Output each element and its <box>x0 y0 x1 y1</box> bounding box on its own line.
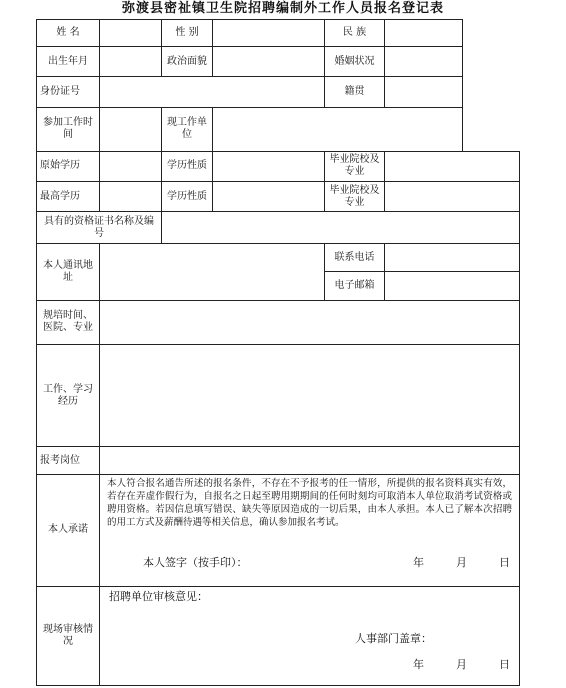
label-ethnicity: 民 族 <box>325 20 385 47</box>
review-month: 月 <box>456 658 467 672</box>
label-certificates: 具有的资格证书名称及编号 <box>37 212 162 244</box>
field-certificates[interactable] <box>162 212 520 244</box>
review-cell <box>100 587 520 686</box>
pledge-signature-line <box>103 557 516 569</box>
review-day: 日 <box>499 658 510 672</box>
field-practice[interactable] <box>100 300 520 344</box>
registration-form-table <box>36 19 520 686</box>
label-name: 姓 名 <box>37 20 100 47</box>
label-edu-nature-1: 学历性质 <box>162 151 213 181</box>
field-work-start[interactable] <box>100 107 162 151</box>
field-school-major-1[interactable] <box>385 151 520 181</box>
field-id-number[interactable] <box>100 77 325 107</box>
field-original-edu[interactable] <box>100 151 162 181</box>
field-phone[interactable] <box>385 244 520 272</box>
label-current-unit: 现工作单位 <box>162 107 213 151</box>
pledge-date <box>413 557 510 569</box>
pledge-day: 日 <box>499 555 510 569</box>
label-highest-edu: 最高学历 <box>37 181 100 211</box>
field-address[interactable] <box>100 244 325 300</box>
field-ethnicity[interactable] <box>385 20 463 47</box>
label-edu-nature-2: 学历性质 <box>162 181 213 211</box>
review-opinion: 招聘单位审核意见： <box>109 590 208 604</box>
label-id-number: 身份证号 <box>37 77 100 107</box>
field-current-unit[interactable] <box>213 107 463 151</box>
pledge-signature-label: 本人签字（按手印）： <box>143 555 248 569</box>
pledge-year: 年 <box>413 555 424 569</box>
field-edu-nature-2[interactable] <box>213 181 325 211</box>
field-marital[interactable] <box>385 47 463 77</box>
photo-area <box>463 20 520 152</box>
field-highest-edu[interactable] <box>100 181 162 211</box>
field-position[interactable] <box>100 447 520 474</box>
pledge-month: 月 <box>456 555 467 569</box>
label-address: 本人通讯地址 <box>37 244 100 300</box>
label-school-major-1: 毕业院校及专业 <box>325 151 385 181</box>
field-experience[interactable] <box>100 344 520 447</box>
label-marital: 婚姻状况 <box>325 47 385 77</box>
form-title: 弥渡县密祉镇卫生院招聘编制外工作人员报名登记表 <box>121 1 444 16</box>
review-hr-stamp: 人事部门盖章： <box>355 632 432 646</box>
label-original-edu: 原始学历 <box>37 151 100 181</box>
label-work-start: 参加工作时间 <box>37 107 100 151</box>
label-email: 电子邮箱 <box>325 272 385 300</box>
field-gender[interactable] <box>213 20 325 47</box>
field-native-place[interactable] <box>385 77 463 107</box>
label-phone: 联系电话 <box>325 244 385 272</box>
field-political[interactable] <box>213 47 325 77</box>
label-gender: 性 别 <box>162 20 213 47</box>
review-date <box>103 659 516 671</box>
label-political: 政治面貌 <box>162 47 213 77</box>
label-practice: 规培时间、医院、专业 <box>37 300 100 344</box>
label-birth: 出生年月 <box>37 47 100 77</box>
pledge-text: 本人符合报名通告所述的报名条件，不存在不予报考的任一情形，所提供的报名资料真实有效，若存在弄虚作假行为，自报名之日起至聘用期期间的任何时刻均可取消本人单位取消考试资格或聘用资格。若因信息填写错误、缺失等原因造成的一切后果，由本人承担。本人已了解本次招聘的用工方式及薪酬待遇等相关信息，确认参加报名考试。 <box>107 477 512 528</box>
review-year: 年 <box>413 658 424 672</box>
field-name[interactable] <box>100 20 162 47</box>
label-review: 现场审核情况 <box>37 587 100 686</box>
field-birth[interactable] <box>100 47 162 77</box>
label-experience: 工作、学习经历 <box>37 344 100 447</box>
field-school-major-2[interactable] <box>385 181 520 211</box>
pledge-cell <box>100 474 520 587</box>
label-school-major-2: 毕业院校及专业 <box>325 181 385 211</box>
field-email[interactable] <box>385 272 520 300</box>
label-position: 报考岗位 <box>37 447 100 474</box>
label-pledge: 本人承诺 <box>37 474 100 587</box>
label-native-place: 籍贯 <box>325 77 385 107</box>
field-edu-nature-1[interactable] <box>213 151 325 181</box>
